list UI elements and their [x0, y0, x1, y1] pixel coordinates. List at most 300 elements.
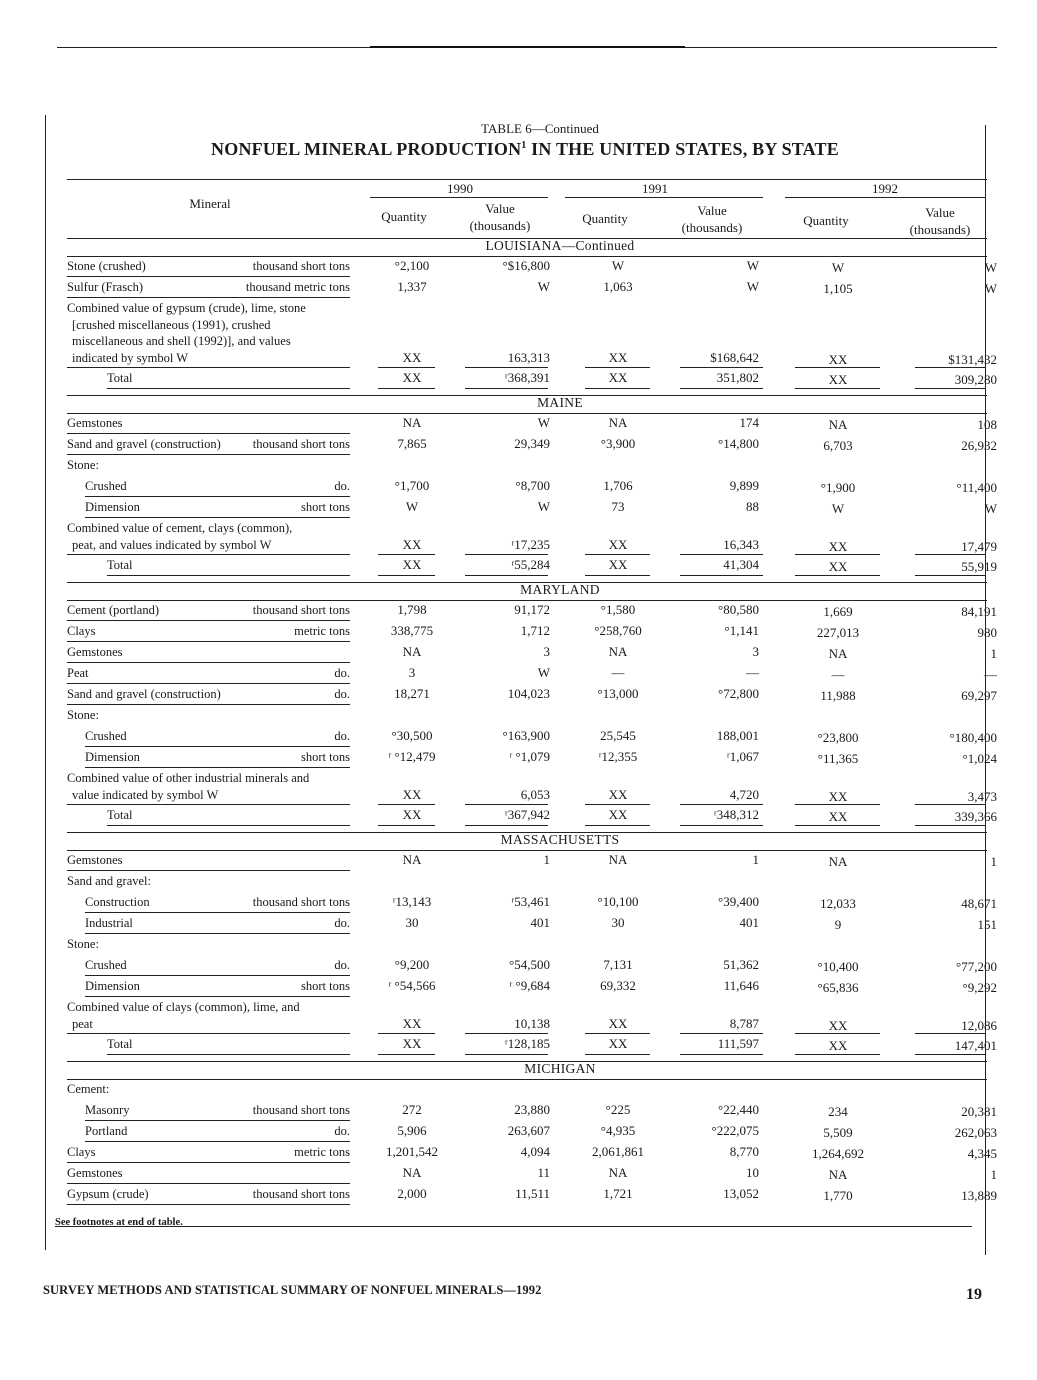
cell-value: ʳ128,185	[504, 1036, 550, 1051]
cell-quantity: 9	[834, 917, 842, 932]
cell-value: ʳ368,391	[504, 370, 550, 385]
row-unit: thousand metric tons	[245, 280, 350, 294]
row-label: Clays	[67, 624, 96, 638]
cell-quantity: XX	[828, 372, 848, 387]
cell-quantity: XX	[402, 1036, 422, 1051]
row-unit: do.	[334, 729, 350, 743]
cell-value: 51,362	[723, 957, 759, 972]
cell-quantity: NA	[608, 415, 628, 430]
row-label: Crushed	[85, 479, 127, 493]
cell-value: °180,400	[949, 730, 997, 745]
row-group-heading: Cement:	[67, 1082, 110, 1096]
total-column-rule	[378, 825, 435, 826]
row-rule	[85, 517, 350, 518]
cell-value: ʳ °1,079	[509, 749, 550, 764]
cell-quantity: XX	[402, 370, 422, 385]
row-label-line: miscellaneous and shell (1992)], and values	[72, 334, 291, 348]
cell-value: °1,141	[724, 623, 759, 638]
cell-quantity: 5,509	[823, 1125, 853, 1140]
cell-quantity: XX	[828, 809, 848, 824]
total-column-rule	[465, 575, 548, 576]
row-label: Peat	[67, 666, 89, 680]
header-quantity: Quantity	[381, 209, 427, 224]
cell-value: ʳ17,235	[511, 536, 550, 552]
cell-quantity: XX	[402, 807, 422, 822]
row-label: Masonry	[85, 1103, 130, 1117]
row-rule	[67, 433, 350, 434]
total-column-rule	[378, 804, 435, 805]
row-label: Clays	[67, 1145, 96, 1159]
page-footer-title: SURVEY METHODS AND STATISTICAL SUMMARY OF NONFUEL MINERALS—1992	[43, 1283, 542, 1297]
row-rule	[107, 1054, 350, 1055]
row-unit: thousand short tons	[252, 1187, 350, 1201]
cell-quantity: ʳ °54,566	[388, 978, 436, 993]
cell-value: 309,280	[954, 372, 997, 387]
cell-value: 20,381	[961, 1104, 997, 1119]
cell-value: 263,607	[507, 1123, 550, 1138]
header-mineral: Mineral	[189, 196, 231, 211]
row-unit: metric tons	[294, 624, 350, 638]
row-label-line: peat	[72, 1016, 93, 1031]
cell-quantity: XX	[402, 557, 422, 572]
row-group-heading: Sand and gravel:	[67, 874, 152, 888]
cell-quantity: 227,013	[816, 625, 860, 640]
cell-quantity: 5,906	[397, 1123, 427, 1138]
cell-quantity: °65,836	[817, 980, 859, 995]
total-column-rule	[585, 367, 650, 368]
cell-quantity: 234	[828, 1104, 848, 1119]
cell-quantity: NA	[402, 852, 422, 867]
cell-quantity: XX	[608, 786, 628, 802]
row-label-line: Combined value of cement, clays (common),	[67, 521, 293, 535]
cell-value: 1	[990, 1167, 997, 1182]
footnote-note: See footnotes at end of table.	[55, 1217, 183, 1228]
cell-quantity: °9,200	[394, 957, 430, 972]
row-rule	[67, 662, 350, 663]
cell-value: ʳ53,461	[511, 894, 550, 909]
total-label: Total	[107, 371, 133, 385]
cell-value: 26,932	[961, 438, 997, 453]
row-unit: do.	[334, 916, 350, 930]
row-label: Cement (portland)	[67, 603, 159, 617]
total-column-rule	[915, 1033, 985, 1034]
cell-value: 29,349	[514, 436, 550, 451]
row-unit: metric tons	[294, 1145, 350, 1159]
cell-value: 401	[739, 915, 759, 930]
row-rule	[67, 454, 350, 455]
total-column-rule	[915, 825, 985, 826]
cell-quantity: °225	[605, 1102, 631, 1117]
row-rule	[67, 1183, 350, 1184]
row-rule	[67, 804, 350, 805]
cell-value: 188,001	[716, 728, 759, 743]
cell-quantity: 1,669	[823, 604, 853, 619]
total-column-rule	[585, 388, 650, 389]
cell-quantity: °1,580	[600, 602, 636, 617]
state-rule-bottom	[67, 413, 987, 414]
cell-value: 84,191	[961, 604, 997, 619]
cell-quantity: 2,061,861	[592, 1144, 644, 1159]
header-year: 1990	[447, 181, 473, 196]
total-column-rule	[378, 388, 435, 389]
row-label-line: indicated by symbol W	[72, 350, 189, 365]
cell-value: 1,712	[520, 623, 550, 638]
cell-quantity: 3	[408, 665, 416, 680]
row-label: Gemstones	[67, 1166, 123, 1180]
cell-quantity: 1,706	[603, 478, 633, 493]
cell-value: 174	[739, 415, 759, 430]
cell-value: ʳ367,942	[504, 807, 550, 822]
row-unit: do.	[334, 687, 350, 701]
cell-quantity: °10,400	[817, 959, 859, 974]
cell-value: W	[984, 281, 997, 296]
row-label-line: value indicated by symbol W	[72, 787, 219, 802]
cell-value: °22,440	[718, 1102, 759, 1117]
cell-value: 4,720	[729, 786, 759, 802]
left-margin-line	[45, 115, 46, 1250]
cell-value: W	[746, 279, 759, 294]
cell-quantity: XX	[402, 349, 422, 365]
total-column-rule	[795, 554, 880, 555]
cell-value: 401	[530, 915, 550, 930]
cell-quantity: XX	[402, 786, 422, 802]
row-label: Gemstones	[67, 416, 123, 430]
cell-quantity: 1,798	[397, 602, 427, 617]
cell-quantity: XX	[828, 538, 848, 554]
cell-value: 13,889	[961, 1188, 997, 1203]
cell-value: 147,401	[954, 1038, 997, 1053]
header-value: Value (thousands)	[469, 201, 531, 233]
cell-value: ʳ1,067	[726, 749, 759, 764]
cell-value: °163,900	[502, 728, 550, 743]
row-label-line: Combined value of other industrial minerals and	[67, 771, 310, 785]
cell-value: 23,880	[514, 1102, 550, 1117]
row-rule	[67, 1204, 350, 1205]
cell-quantity: 1,063	[603, 279, 633, 294]
cell-quantity: ʳ12,355	[598, 749, 638, 764]
state-heading: MAINE	[537, 395, 583, 410]
table-title	[0, 139, 1037, 160]
row-label-line: Combined value of gypsum (crude), lime, stone	[67, 301, 306, 315]
cell-value: °72,800	[718, 686, 759, 701]
cell-quantity: 69,332	[600, 978, 636, 993]
cell-quantity: NA	[402, 415, 422, 430]
cell-quantity: —	[611, 665, 625, 680]
total-column-rule	[585, 554, 650, 555]
row-rule	[85, 996, 350, 997]
total-column-rule	[915, 367, 985, 368]
row-rule	[67, 297, 350, 298]
cell-value: 111,597	[717, 1036, 759, 1051]
cell-value: 11	[537, 1165, 550, 1180]
row-label: Stone (crushed)	[67, 259, 146, 273]
cell-quantity: 18,271	[394, 686, 430, 701]
row-rule	[67, 276, 350, 277]
row-rule	[85, 933, 350, 934]
cell-value: 351,802	[716, 370, 759, 385]
row-rule	[67, 1033, 350, 1034]
cell-quantity: XX	[828, 788, 848, 804]
total-column-rule	[915, 804, 985, 805]
total-column-rule	[680, 575, 763, 576]
table-bottom-rule	[55, 1226, 972, 1227]
cell-value: W	[537, 415, 550, 430]
state-heading: LOUISIANA—Continued	[485, 238, 635, 253]
cell-value: °77,200	[956, 959, 997, 974]
cell-quantity: XX	[402, 536, 422, 552]
page-number: 19	[966, 1286, 982, 1303]
cell-quantity: NA	[828, 646, 848, 661]
cell-value: 16,343	[723, 536, 759, 552]
total-column-rule	[795, 1054, 880, 1055]
cell-quantity: °4,935	[600, 1123, 636, 1138]
row-group-heading: Stone:	[67, 458, 99, 472]
cell-value: W	[537, 499, 550, 514]
cell-quantity: XX	[608, 807, 628, 822]
cell-value: 980	[977, 625, 997, 640]
cell-value: 8,770	[729, 1144, 759, 1159]
cell-value: 55,919	[961, 559, 997, 574]
state-heading: MICHIGAN	[524, 1061, 596, 1076]
cell-value: W	[537, 665, 550, 680]
cell-value: ʳ348,312	[713, 807, 759, 822]
row-unit: short tons	[301, 979, 350, 993]
header-year: 1992	[872, 181, 898, 196]
state-rule-bottom	[67, 600, 987, 601]
cell-quantity: 30	[405, 915, 419, 930]
cell-value: 9,899	[729, 478, 759, 493]
cell-quantity: 1,721	[603, 1186, 633, 1201]
row-label-line: Combined value of clays (common), lime, and	[67, 1000, 300, 1014]
total-column-rule	[680, 825, 763, 826]
cell-quantity: ʳ °12,479	[388, 749, 436, 764]
row-unit: thousand short tons	[252, 437, 350, 451]
cell-value: °1,024	[962, 751, 997, 766]
header-year: 1991	[642, 181, 668, 196]
cell-value: W	[746, 258, 759, 273]
cell-quantity: °2,100	[394, 258, 430, 273]
cell-value: °14,800	[718, 436, 759, 451]
row-rule	[85, 912, 350, 913]
row-label-line: peat, and values indicated by symbol W	[72, 537, 272, 552]
cell-quantity: 1,201,542	[386, 1144, 438, 1159]
state-rule-bottom	[67, 256, 987, 257]
row-unit: short tons	[301, 750, 350, 764]
cell-value: 17,479	[961, 538, 997, 554]
title-footnote-mark: 1	[521, 140, 527, 151]
cell-value: W	[984, 501, 997, 516]
cell-value: W	[537, 279, 550, 294]
cell-quantity: °1,900	[820, 480, 856, 495]
cell-quantity: XX	[828, 351, 848, 367]
state-rule-bottom	[67, 1079, 987, 1080]
total-column-rule	[795, 825, 880, 826]
row-rule	[67, 620, 350, 621]
row-label: Industrial	[85, 916, 133, 930]
cell-value: °39,400	[718, 894, 759, 909]
cell-value: 1	[990, 854, 997, 869]
cell-value: 151	[977, 917, 997, 932]
cell-quantity: 25,545	[600, 728, 636, 743]
cell-quantity: 7,865	[397, 436, 427, 451]
cell-quantity: XX	[828, 1017, 848, 1033]
row-label: Sand and gravel (construction)	[67, 687, 221, 701]
total-column-rule	[465, 1033, 548, 1034]
cell-value: 3	[752, 644, 759, 659]
total-column-rule	[680, 1033, 763, 1034]
row-label: Construction	[85, 895, 150, 909]
cell-value: 41,304	[723, 557, 759, 572]
cell-value: 4,345	[967, 1146, 997, 1161]
cell-value: 104,023	[507, 686, 550, 701]
cell-quantity: NA	[828, 1167, 848, 1182]
total-column-rule	[915, 575, 985, 576]
cell-value: $168,642	[710, 349, 759, 365]
row-rule	[107, 388, 350, 389]
cell-value: 4,094	[520, 1144, 550, 1159]
row-unit: do.	[334, 958, 350, 972]
cell-value: 1	[752, 852, 759, 867]
cell-value: $131,432	[948, 351, 997, 367]
total-column-rule	[680, 367, 763, 368]
cell-quantity: XX	[402, 1015, 422, 1031]
total-column-rule	[465, 804, 548, 805]
cell-quantity: ʳ13,143	[392, 894, 432, 909]
total-column-rule	[465, 388, 548, 389]
row-rule	[67, 1162, 350, 1163]
cell-quantity: NA	[402, 644, 422, 659]
cell-quantity: °10,100	[597, 894, 639, 909]
cell-value: 3	[543, 644, 550, 659]
cell-value: W	[984, 260, 997, 275]
cell-quantity: 2,000	[397, 1186, 427, 1201]
row-label: Dimension	[85, 500, 140, 514]
row-label: Dimension	[85, 750, 140, 764]
row-unit: thousand short tons	[252, 603, 350, 617]
row-group-heading: Stone:	[67, 937, 99, 951]
cell-value: °80,580	[718, 602, 759, 617]
total-column-rule	[795, 804, 880, 805]
table-label: TABLE 6—Continued	[481, 121, 599, 136]
row-rule	[85, 1120, 350, 1121]
total-column-rule	[585, 825, 650, 826]
cell-quantity: NA	[828, 854, 848, 869]
cell-quantity: W	[611, 258, 625, 273]
cell-quantity: °258,760	[594, 623, 642, 638]
total-column-rule	[915, 554, 985, 555]
total-column-rule	[680, 388, 763, 389]
cell-value: 3,473	[967, 788, 997, 804]
row-rule	[107, 575, 350, 576]
total-column-rule	[795, 1033, 880, 1034]
total-column-rule	[795, 575, 880, 576]
cell-quantity: W	[831, 501, 845, 516]
total-column-rule	[585, 1054, 650, 1055]
row-label: Dimension	[85, 979, 140, 993]
total-label: Total	[107, 1037, 133, 1051]
header-value: Value (thousands)	[681, 203, 743, 235]
row-label-line: [crushed miscellaneous (1991), crushed	[72, 317, 271, 332]
row-rule	[85, 746, 350, 747]
row-rule	[67, 367, 350, 368]
cell-value: 48,671	[961, 896, 997, 911]
cell-value: 69,297	[961, 688, 997, 703]
row-rule	[67, 683, 350, 684]
cell-value: 11,646	[723, 978, 759, 993]
cell-value: 88	[746, 499, 759, 514]
cell-value: 11,511	[515, 1186, 550, 1201]
cell-quantity: NA	[608, 644, 628, 659]
total-column-rule	[915, 1054, 985, 1055]
cell-quantity: 272	[402, 1102, 422, 1117]
cell-quantity: 7,131	[603, 957, 633, 972]
cell-quantity: °23,800	[817, 730, 859, 745]
cell-quantity: 12,033	[820, 896, 856, 911]
cell-quantity: XX	[608, 1015, 628, 1031]
cell-value: —	[746, 665, 759, 680]
cell-quantity: XX	[828, 1038, 848, 1053]
total-column-rule	[585, 804, 650, 805]
row-rule	[107, 825, 350, 826]
cell-quantity: —	[831, 667, 845, 682]
cell-quantity: 1,105	[823, 281, 853, 296]
row-rule	[85, 496, 350, 497]
row-unit: thousand short tons	[252, 1103, 350, 1117]
cell-value: 12,086	[961, 1017, 997, 1033]
cell-value: 10	[746, 1165, 759, 1180]
cell-value: —	[984, 667, 997, 682]
row-label: Portland	[85, 1124, 128, 1138]
state-heading: MASSACHUSETTS	[500, 832, 620, 847]
row-rule	[67, 554, 350, 555]
cell-value: °54,500	[509, 957, 550, 972]
row-unit: thousand short tons	[252, 259, 350, 273]
total-column-rule	[378, 575, 435, 576]
cell-value: °222,075	[711, 1123, 759, 1138]
header-year-rule	[370, 197, 548, 198]
cell-quantity: NA	[402, 1165, 422, 1180]
table-title-rest: IN THE UNITED STATES, BY STATE	[526, 139, 839, 159]
cell-value: 262,063	[954, 1125, 997, 1140]
cell-quantity: °13,000	[597, 686, 639, 701]
total-column-rule	[585, 575, 650, 576]
row-rule	[85, 767, 350, 768]
row-label: Gemstones	[67, 645, 123, 659]
cell-quantity: 1,337	[397, 279, 427, 294]
total-label: Total	[107, 558, 133, 572]
cell-quantity: 73	[611, 499, 625, 514]
cell-quantity: XX	[608, 1036, 628, 1051]
row-label: Crushed	[85, 958, 127, 972]
total-column-rule	[465, 367, 548, 368]
cell-quantity: °11,365	[817, 751, 859, 766]
cell-value: 6,053	[520, 786, 550, 802]
total-column-rule	[915, 388, 985, 389]
cell-value: ʳ °9,684	[509, 978, 550, 993]
total-column-rule	[378, 367, 435, 368]
table-title-main: NONFUEL MINERAL PRODUCTION	[211, 139, 522, 159]
cell-quantity: 30	[611, 915, 625, 930]
cell-value: 91,172	[514, 602, 550, 617]
cell-quantity: NA	[608, 1165, 628, 1180]
cell-value: °8,700	[515, 478, 550, 493]
total-label: Total	[107, 808, 133, 822]
row-unit: short tons	[301, 500, 350, 514]
header-year-rule	[565, 197, 763, 198]
cell-quantity: 338,775	[390, 623, 434, 638]
total-column-rule	[378, 554, 435, 555]
row-rule	[67, 641, 350, 642]
